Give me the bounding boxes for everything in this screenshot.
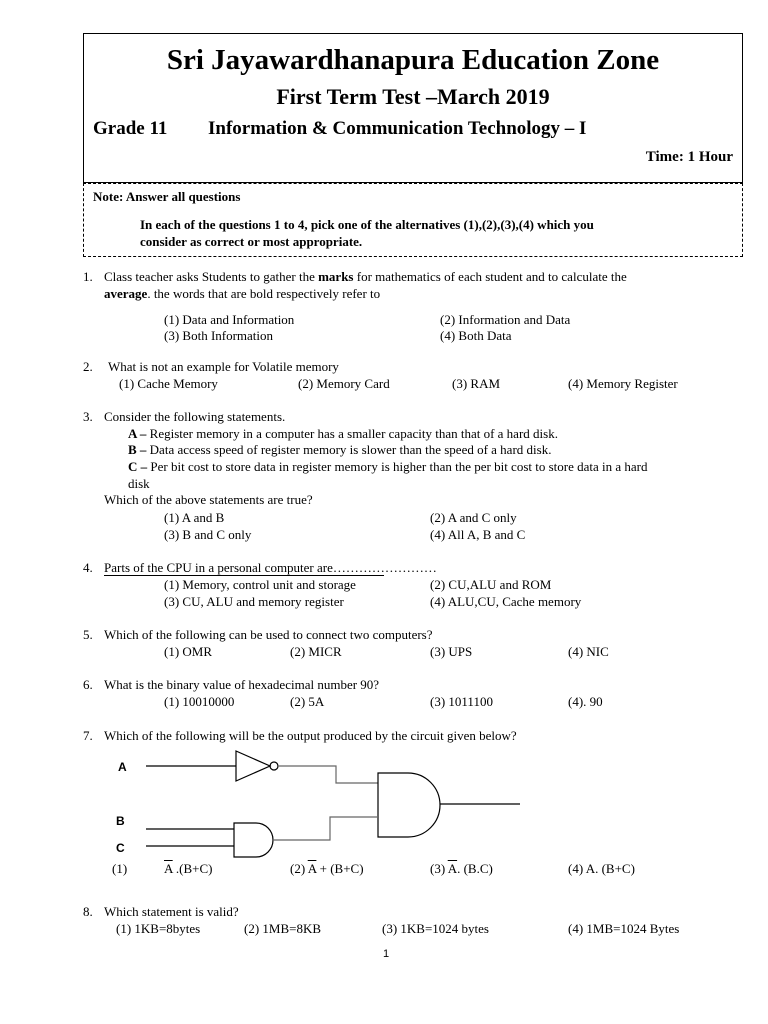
q5-option-1: (1) OMR [164, 644, 213, 659]
q3-statement-c-text: Per bit cost to store data in register memory is higher than the per bit cost to store data in a hard [147, 459, 648, 474]
q6-option-1: (1) 10010000 [164, 694, 235, 709]
q7-option-1-num: (1) [112, 861, 128, 876]
q2-text: What is not an example for Volatile memory [108, 359, 339, 374]
note-title: Note: Answer all questions [93, 189, 241, 204]
q4-option-1: (1) Memory, control unit and storage [164, 577, 356, 592]
q1-option-1: (1) Data and Information [164, 312, 295, 327]
q5-option-4: (4) NIC [568, 644, 609, 659]
wire-not-to-and [278, 766, 378, 783]
q1-text-line-1 [104, 269, 627, 285]
q4-option-2: (2) CU,ALU and ROM [430, 577, 552, 592]
q8-option-4: (4) 1MB=1024 Bytes [568, 921, 680, 936]
subject-label: Information & Communication Technology – I [208, 118, 587, 139]
q1-text-line-2 [104, 286, 380, 302]
logic-circuit-diagram [140, 745, 530, 860]
not-gate-icon [236, 751, 270, 781]
q3-key-c: C – [128, 459, 148, 474]
q2-option-4: (4) Memory Register [568, 376, 678, 391]
q1-option-3: (3) Both Information [164, 328, 274, 343]
q2-number: 2. [83, 359, 93, 374]
exam-term-subtitle: First Term Test –March 2019 [276, 84, 550, 109]
note-box [83, 183, 743, 257]
circuit-input-b-label: B [116, 814, 125, 828]
q3-statement-b [128, 442, 551, 458]
q4-option-3: (3) CU, ALU and memory register [164, 594, 344, 609]
q7-option-2-rest: + (B+C) [316, 861, 364, 876]
note-line-1: In each of the questions 1 to 4, pick one of the alternatives (1),(2),(3),(4) which you [140, 217, 594, 232]
q8-option-3: (3) 1KB=1024 bytes [382, 921, 489, 936]
exam-zone-title: Sri Jayawardhanapura Education Zone [166, 44, 660, 76]
q3-statement-c-cont: disk [128, 476, 150, 491]
q7-option-1-rest: .(B+C) [172, 861, 213, 876]
q1-bold-marks: marks [318, 269, 354, 284]
q1-bold-average: average [104, 286, 148, 301]
q3-option-4: (4) All A, B and C [430, 527, 526, 542]
q7-number: 7. [83, 728, 93, 743]
q3-option-2: (2) A and C only [430, 510, 517, 525]
q8-number: 8. [83, 904, 93, 919]
q3-statement-c [128, 459, 648, 475]
and-gate-input-icon [234, 823, 273, 857]
q7-text: Which of the following will be the output produced by the circuit given below? [104, 728, 517, 743]
q6-number: 6. [83, 677, 93, 692]
q7-option-4: (4) A. (B+C) [568, 861, 635, 876]
header-box [83, 33, 743, 183]
time-label: Time: 1 Hour [645, 149, 733, 165]
q2-option-2: (2) Memory Card [298, 376, 390, 391]
q4-option-4: (4) ALU,CU, Cache memory [430, 594, 582, 609]
q4-text: Parts of the CPU in a personal computer are…………………… [104, 560, 437, 575]
q7-option-2-num: (2) [290, 861, 308, 876]
q1-option-4: (4) Both Data [440, 328, 512, 343]
q3-statement-b-text: Data access speed of register memory is slower than the speed of a hard disk. [146, 442, 552, 457]
q7-option-3 [430, 861, 493, 877]
q5-option-2: (2) MICR [290, 644, 342, 659]
q3-key-a: A – [128, 426, 147, 441]
q8-option-2: (2) 1MB=8KB [244, 921, 322, 936]
q1-text-part: Class teacher asks Students to gather the [104, 269, 319, 284]
wire-and-to-and [273, 817, 378, 840]
q7-option-1 [164, 861, 213, 877]
q2-option-3: (3) RAM [452, 376, 501, 391]
q7-option-3-a-bar: $\overline{A}$ [447, 861, 458, 876]
q7-option-3-rest: . (B.C) [457, 861, 493, 876]
q5-option-3: (3) UPS [430, 644, 473, 659]
circuit-input-c-label: C [116, 841, 125, 855]
q1-number: 1. [83, 269, 93, 284]
q1-option-2: (2) Information and Data [440, 312, 571, 327]
q1-text-part: . the words that are bold respectively refer to [147, 286, 381, 301]
q6-text: What is the binary value of hexadecimal number 90? [104, 677, 380, 692]
q3-key-b: B – [128, 442, 147, 457]
q3-option-1: (1) A and B [164, 510, 225, 525]
q7-option-2 [290, 861, 364, 877]
q8-text: Which statement is valid? [104, 904, 239, 919]
grade-label: Grade 11 [93, 118, 168, 139]
q3-statement-a [128, 426, 558, 442]
q5-text: Which of the following can be used to connect two computers? [104, 627, 433, 642]
page-number: 1 [383, 948, 390, 960]
q2-option-1: (1) Cache Memory [119, 376, 218, 391]
q3-ask: Which of the above statements are true? [104, 492, 313, 507]
q5-number: 5. [83, 627, 93, 642]
q1-text-part: for mathematics of each student and to calculate the [353, 269, 627, 284]
q6-option-2: (2) 5A [290, 694, 325, 709]
q4-number: 4. [83, 560, 93, 575]
q6-option-3: (3) 1011100 [430, 694, 493, 709]
q7-option-1-a-bar: $\overline{A}$ [164, 861, 173, 876]
q3-option-3: (3) B and C only [164, 527, 252, 542]
q3-number: 3. [83, 409, 93, 424]
and-gate-output-icon [378, 773, 440, 837]
circuit-input-a-label: A [118, 760, 127, 774]
q6-option-4: (4). 90 [568, 694, 603, 709]
note-line-2: consider as correct or most appropriate. [140, 234, 363, 249]
q3-statement-a-text: Register memory in a computer has a smaller capacity than that of a hard disk. [146, 426, 558, 441]
q7-option-3-num: (3) [430, 861, 448, 876]
q4-underline [104, 575, 384, 576]
q3-text: Consider the following statements. [104, 409, 286, 424]
q7-option-2-a-bar: $\overline{A}$ [307, 861, 317, 876]
q8-option-1: (1) 1KB=8bytes [116, 921, 201, 936]
